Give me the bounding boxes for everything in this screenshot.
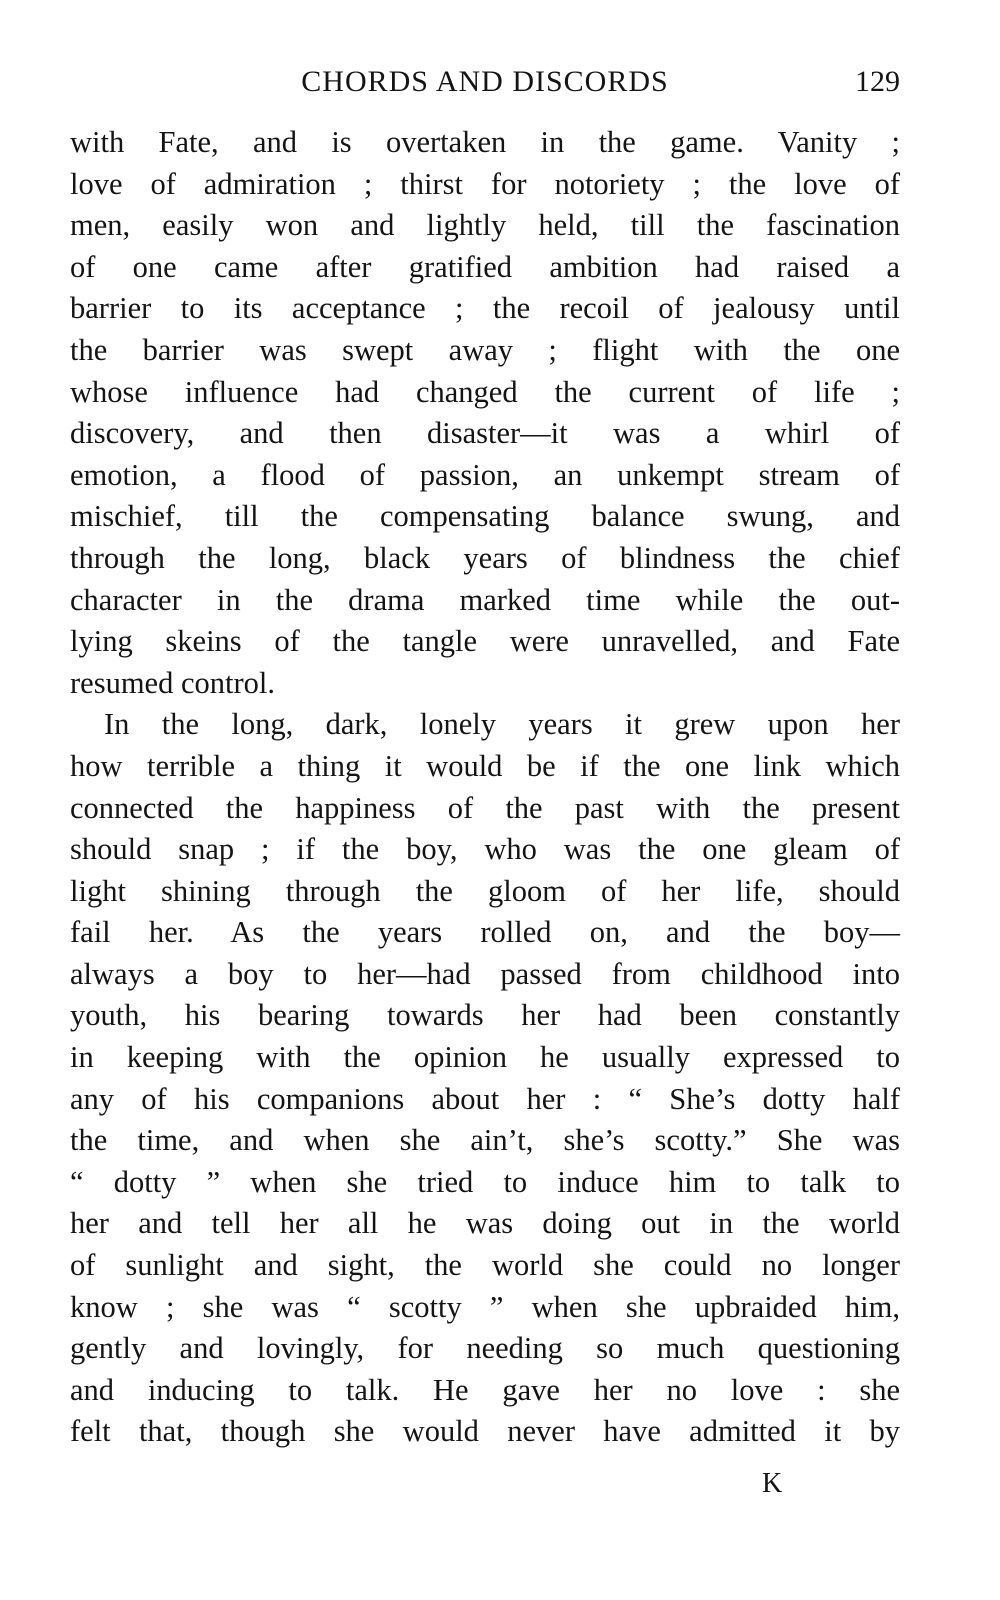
text-line: barrier to its acceptance ; the recoil of jealousy until — [70, 291, 900, 326]
text-line: discovery, and then disaster—it was a whirl of — [70, 416, 900, 451]
text-line: whose influence had changed the current of life ; — [70, 374, 900, 409]
text-line: mischief, till the compensating balance swung, and — [70, 499, 900, 534]
text-line: the time, and when she ain’t, she’s scotty.” She was — [70, 1123, 900, 1158]
text-line: youth, his bearing towards her had been constantly — [70, 998, 900, 1033]
text-line: and inducing to talk. He gave her no love : she — [70, 1372, 900, 1407]
text-line: gently and lovingly, for needing so much questioning — [70, 1331, 900, 1366]
text-line: character in the drama marked time while the out- — [70, 582, 900, 617]
text-line: through the long, black years of blindness the chief — [70, 540, 900, 575]
text-line: felt that, though she would never have admitted it by — [70, 1414, 900, 1449]
text-line: should snap ; if the boy, who was the one gleam of — [70, 832, 900, 867]
text-line: of sunlight and sight, the world she could no longer — [70, 1248, 900, 1283]
running-head-title: CHORDS AND DISCORDS — [301, 65, 669, 98]
running-head — [70, 60, 900, 104]
text-line: her and tell her all he was doing out in the world — [70, 1206, 900, 1241]
text-line: any of his companions about her : “ She’s dotty half — [70, 1081, 900, 1116]
body-text — [70, 122, 900, 1453]
page-number: 129 — [855, 65, 900, 98]
text-line: know ; she was “ scotty ” when she upbraided him, — [70, 1289, 900, 1324]
text-line: the barrier was swept away ; flight with the one — [70, 332, 900, 367]
text-line: “ dotty ” when she tried to induce him to talk to — [70, 1164, 900, 1199]
text-line: always a boy to her—had passed from childhood into — [70, 956, 900, 991]
text-line: In the long, dark, lonely years it grew upon her — [104, 707, 900, 742]
text-line: emotion, a flood of passion, an unkempt stream of — [70, 457, 900, 492]
text-line: lying skeins of the tangle were unravelled, and Fate — [70, 624, 900, 659]
text-line: with Fate, and is overtaken in the game. Vanity ; — [70, 125, 900, 159]
text-line: how terrible a thing it would be if the one link which — [70, 748, 900, 783]
text-line: in keeping with the opinion he usually expressed to — [70, 1040, 900, 1075]
text-line: resumed control. — [70, 665, 275, 700]
text-line: love of admiration ; thirst for notoriety ; the love of — [70, 166, 900, 201]
signature-mark: K — [762, 1468, 783, 1499]
text-line: light shining through the gloom of her life, should — [70, 873, 900, 908]
text-line: men, easily won and lightly held, till the fascination — [70, 208, 900, 243]
paragraph-1 — [70, 122, 900, 704]
paragraph-2 — [70, 704, 900, 1453]
text-line: connected the happiness of the past with the present — [70, 790, 900, 825]
text-line: fail her. As the years rolled on, and the boy— — [70, 915, 900, 950]
text-line: of one came after gratified ambition had raised a — [70, 249, 900, 284]
